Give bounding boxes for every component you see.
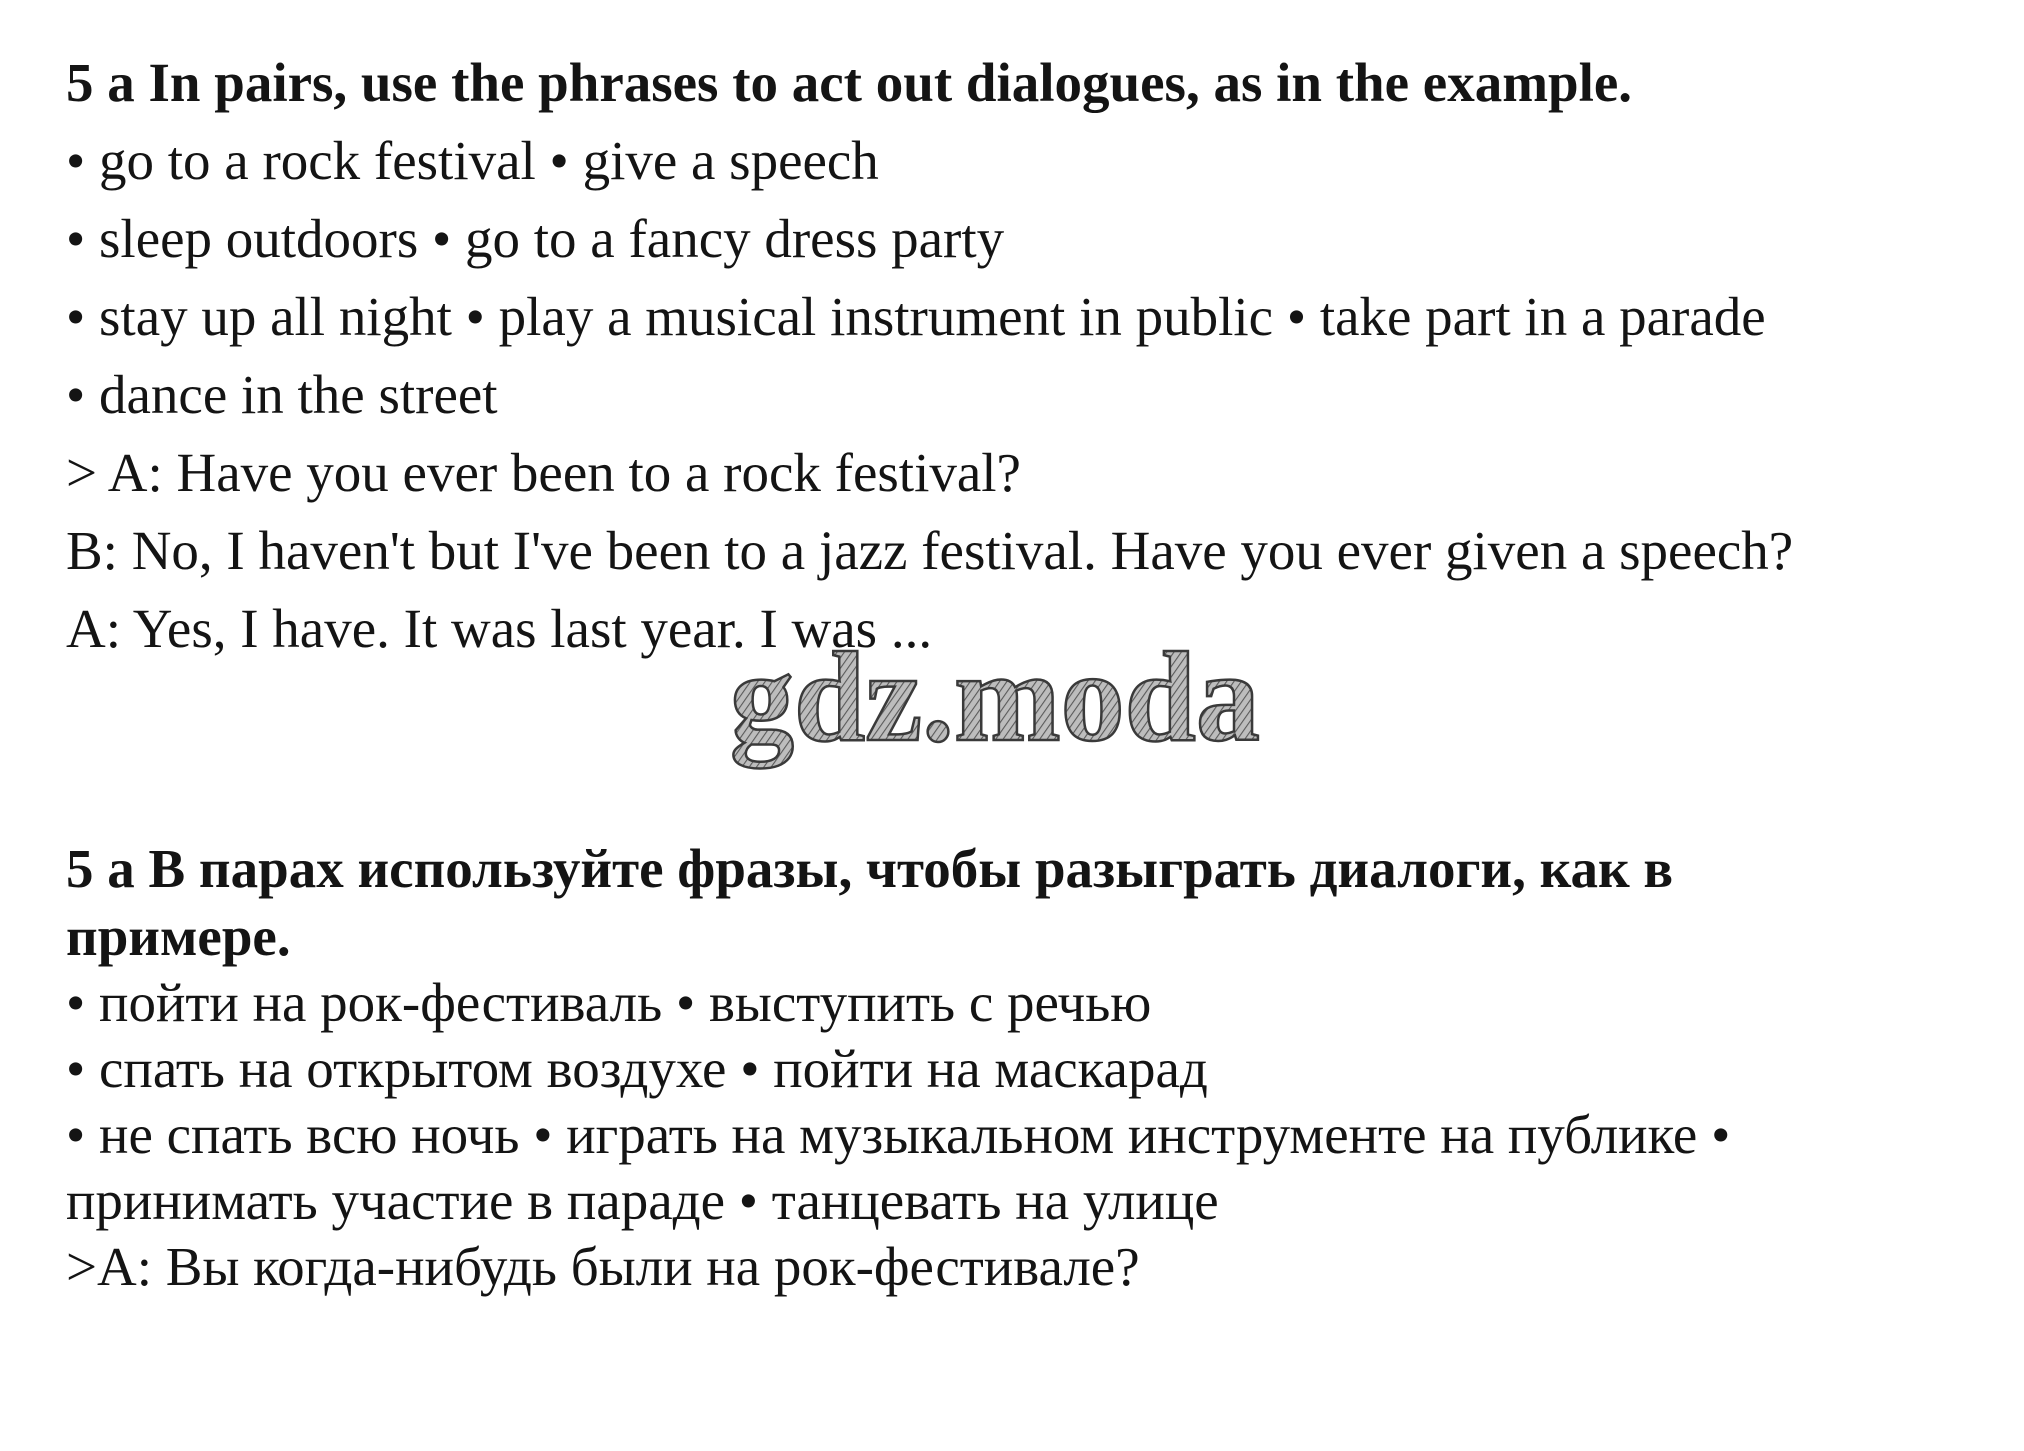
phrase-line-en-1: • go to a rock festival • give a speech bbox=[66, 130, 879, 191]
exercise-heading-en: 5 a In pairs, use the phrases to act out dialogues, as in the example. bbox=[66, 52, 1633, 113]
phrase-line-en-2: • sleep outdoors • go to a fancy dress party bbox=[66, 208, 1005, 269]
phrase-line-ru-3: • не спать всю ночь • играть на музыкальном инструменте на публике • bbox=[66, 1104, 1731, 1165]
dialogue-line-en-1: > A: Have you ever been to a rock festival? bbox=[66, 442, 1021, 503]
phrase-line-ru-4: принимать участие в параде • танцевать на улице bbox=[66, 1170, 1219, 1231]
phrase-line-ru-1: • пойти на рок-фестиваль • выступить с речью bbox=[66, 972, 1152, 1033]
exercise-heading-ru-line-1: 5 a В парах используйте фразы, чтобы разыграть диалоги, как в bbox=[66, 838, 1674, 899]
phrase-line-en-4: • dance in the street bbox=[66, 364, 498, 425]
phrase-line-ru-2: • спать на открытом воздухе • пойти на маскарад bbox=[66, 1038, 1208, 1099]
phrase-line-en-3: • stay up all night • play a musical instrument in public • take part in a parade bbox=[66, 286, 1766, 347]
dialogue-line-ru-1: >A: Вы когда-нибудь были на рок-фестивале? bbox=[66, 1236, 1140, 1297]
watermark-text: gdz.moda bbox=[730, 630, 1260, 768]
dialogue-line-en-2: B: No, I haven't but I've been to a jazz festival. Have you ever given a speech? bbox=[66, 520, 1794, 581]
watermark-logo bbox=[720, 630, 1300, 790]
exercise-heading-ru-line-2: примере. bbox=[66, 906, 291, 967]
dialogue-line-en-3: A: Yes, I have. It was last year. I was ... bbox=[66, 598, 933, 659]
